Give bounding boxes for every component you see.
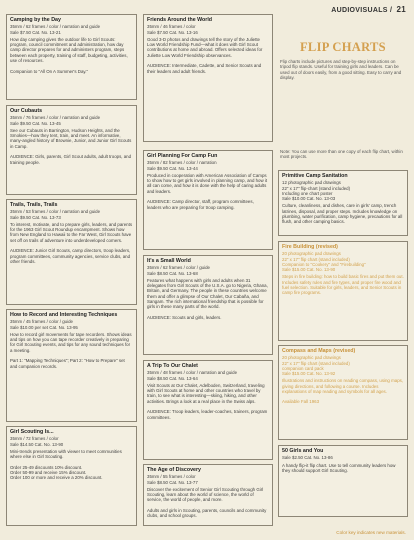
- item-meta: 35mm / 46 frames / color Sale $7.50 Cat. No. 13-16: [147, 24, 198, 35]
- item-meta: Sale $2.50 Cat. No. 13-86: [282, 455, 333, 461]
- item-body: Steps in fire building: how to build basic fires and put them out. Includes safety rules and fire types, and proper fire wood and fuel selection. Suitable for girls, leaders, and Senior Scouts in camp fire programs.: [282, 274, 404, 296]
- item-title: How to Record and Interesting Techniques: [10, 312, 118, 318]
- item-body: Discover the excitement of Senior Girl Scouting through Girl Scouting, learn about the world of science, the world of service, the world of people, and more. Adults and girls in Scouting, parents, councils and community clubs, and school groups.: [147, 486, 267, 519]
- flip-charts-note: Note: You can use more than one copy of each flip chart, within most projects.: [280, 149, 403, 160]
- item-cubs: [6, 105, 137, 195]
- item-title: Girl Planning For Camp Fun: [147, 153, 218, 159]
- item-title: Fire Building (revised): [282, 244, 338, 250]
- item-body: To interest, motivate, and to prepare girls, leaders, and parents for the 1963 Girl Scout Roundup encampment. Shows how from New England to Hawaii to the Far West, Girl Scouts have set off on trails of adventure into underdeveloped corners. AUDIENCE: Junior Girl Scouts, camp directors, troop leaders, program committees, community agencies, service clubs, and other friends.: [10, 221, 133, 264]
- item-meta: 35mm / 82 frames / color / narration Sale $9.50 Cat. No. 13-44: [147, 160, 217, 171]
- item-meta: 20 photographic pad drawings 22" x 17" flip chart (stand included) companion card pack Sale $15.00 Cat. No. 13-92: [282, 355, 350, 377]
- item-body: How to record girl movements for tape recorders. Shows ideas and tips on how you can tape recorder creatively in preparing for Girl Scouting events, and tips for any sound techniques for a meeting. Part 1: "Mapping Techniques"; Part 2: "How to Prepare" set and companion records.: [10, 331, 132, 369]
- item-meta: 12 photographic pad drawings 22" x 17" flip-chart (stand included) Including one chart poster Sale $10.00 Cat. No. 13-03: [282, 180, 351, 202]
- item-title: Trails, Trails, Trails: [10, 202, 58, 208]
- item-camping: [6, 14, 137, 100]
- item-meta: 35mm / 76 frames / color / narration and guide Sale $9.50 Cat. No. 13-45: [10, 115, 101, 126]
- item-body: Features what happens with girls and adults when 31 delegates from Girl Scouts of the U.S.A. go to Nigeria, Ghana, Britain, and Germany. The people in these countries welcome them and offer a glimpse of Our Chalet, Our Cabaña, and Sangam. The rich international friendship that is possible for girls in these many parts of the world. AUDIENCE: Scouts and girls, leaders.: [147, 277, 268, 320]
- item-meta: 35mm / 72 frames / color Sale $14.50 Cat. No. 13-90: [10, 436, 64, 447]
- flip-charts-description: Flip charts include pictures and step-by-step instructions on tripod flip stands. Useful for training girls and leaders. Can be used out of doors easily, from a good sitting. Easy to carry and display.: [280, 59, 402, 81]
- item-discovery: [143, 464, 273, 526]
- item-meta: 35mm / 62 frames / color / narration and guide Sale $7.50 Cat. No. 13-21: [10, 24, 101, 35]
- item-meta: 35mm / 45 frames / color / guide Sale $10.00 per set Cat. No. 13-95: [10, 319, 78, 330]
- item-title: Girl Scouting Is...: [10, 429, 54, 435]
- item-girl-scouting: [6, 426, 137, 526]
- item-body: Good 3-D photos and drawings tell the story of the Juliette Low World Friendship Fund—what it does with Girl Scout contributions at home and abroad. Offers selected ideas for Juliette Low World Friendship observances. AUDIENCE: Intermediate, Cadette, and Senior Scouts and their leaders and adult friends.: [147, 36, 263, 74]
- item-title: 50 Girls and You: [282, 448, 324, 454]
- item-girl-planning: [143, 150, 273, 250]
- item-friends: [143, 14, 273, 142]
- item-small-world: [143, 255, 273, 355]
- item-chalet: [143, 360, 273, 460]
- item-meta: 35mm / 53 frames / color / narration and guide Sale $9.50 Cat. No. 13-73: [10, 209, 101, 220]
- item-title: Camping by the Day: [10, 17, 61, 23]
- item-fire-building: [278, 241, 408, 341]
- item-trails: [6, 199, 137, 305]
- item-body: A handy flip-it flip chart. Use to tell community leaders how they should support Girl Scouting.: [282, 462, 396, 473]
- item-body: How day camping gives the outdoor life to Girl Scouts: program, council commitment and administration, how day camp director prepares for and administers program, steps between each property, training of staff, budgeting, activities, use of resources. Companion to "All On A Summer's Day.": [10, 36, 128, 74]
- item-meta: 35mm / 55 frames / color Sale $8.50 Cat. No. 13-77: [147, 474, 198, 485]
- item-body: Visit Scouts at Our Chalet, Adelboden, Switzerland, traveling with Girl Scouts at home and other countries who travel by train, to see what is interesting—skiing, hiking, and other activities. Brings a look at a real place in the Swiss alps. AUDIENCE: Troop leaders, leader-coaches, trainers, program committees.: [147, 382, 268, 420]
- color-key-note: Color key indicates new materials.: [336, 530, 406, 535]
- item-title: The Age of Discovery: [147, 467, 201, 473]
- item-body: Produced in cooperation with American Association of Camps to show how to get girls involved in planning camp, and how it all can come, and how it is done with the help of caring adults and leaders. AUDIENCE: Camp director, staff, program committees, leaders who are preparing for troop camping.: [147, 172, 268, 210]
- item-compass-maps: [278, 345, 408, 440]
- item-title: A Trip To Our Chalet: [147, 363, 198, 369]
- item-records: [6, 309, 137, 422]
- item-meta: 35mm / 48 frames / color / narration and guide Sale $8.50 Cat. No. 13-64: [147, 370, 238, 381]
- section-title: AUDIOVISUALS: [331, 7, 388, 14]
- item-primitive-camp: [278, 170, 408, 236]
- item-title: Primitive Camp Sanitation: [282, 173, 348, 179]
- item-50-girls: [278, 445, 408, 517]
- item-title: Friends Around the World: [147, 17, 213, 23]
- flip-charts-heading: FLIP CHARTS: [300, 40, 386, 54]
- item-body: Culture, cleanliness, and dishes, care in girls' camp, trench latrines, disposal, and proper steps. Includes knowledge on plumbing, water purification, camp hygiene, precautions for all flush, and other camping basics.: [282, 203, 403, 225]
- item-title: Our Cubauts: [10, 108, 43, 114]
- item-title: Compass and Maps (revised): [282, 348, 356, 354]
- item-meta: 20 photographic pad drawings 22" x 17" flip chart (stand included) Companion to "Cookery" and "Firebuilding" Sale $15.00 Cat. No. 13-90: [282, 251, 366, 273]
- item-meta: 35mm / 62 frames / color / guide Sale $8.50 Cat. No. 13-68: [147, 265, 210, 276]
- item-body: See our Cubauts in Barrington, Hudson Heights, and the Smokies—how they tent, train, and meet. An informative, many-angled history of Brownie, Junior, and Junior Girl Scouts in Camp. AUDIENCE: Girls, parents, Girl Scout adults, adult troops, and training people.: [10, 127, 132, 165]
- page-header: AUDIOVISUALS / 21: [331, 5, 406, 14]
- item-body: Mini-trends presentation with viewer to meet communities where else in Girl Scouting. Order 25-49 discounts 10% discount. Order 50-99 and receive 15% discount. Order 100 or more and receive a 20% discount.: [10, 448, 122, 481]
- page-number: 21: [396, 5, 406, 14]
- item-title: It's a Small World: [147, 258, 191, 264]
- item-body: Illustrations and instructions on reading compass, using maps, giving directions, and following a course. Includes explanations of map reading and symbols for all ages. Available Fall 1963: [282, 378, 404, 405]
